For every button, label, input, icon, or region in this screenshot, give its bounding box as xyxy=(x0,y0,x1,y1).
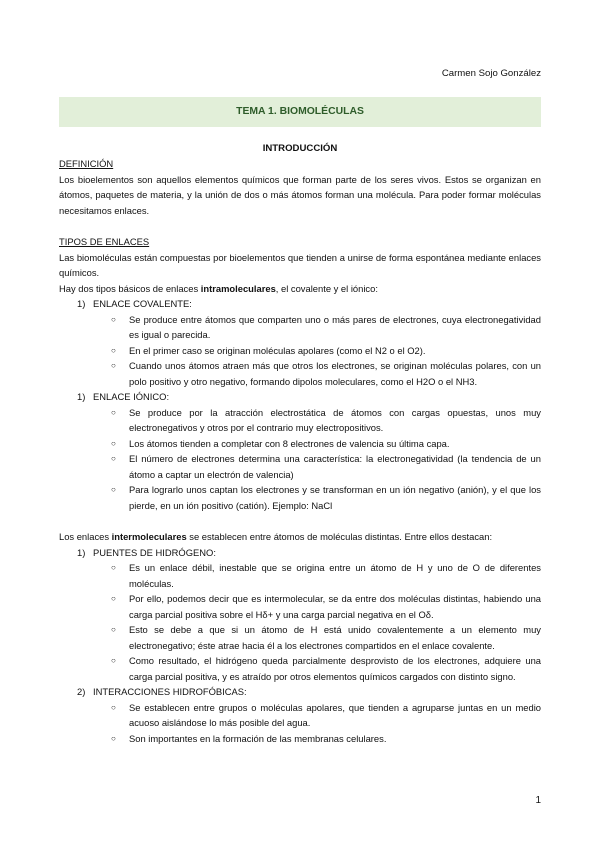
ionico-bullets xyxy=(59,405,541,514)
page-number: 1 xyxy=(535,794,541,806)
list-item: ○ Se produce entre átomos que comparten uno o más pares de electrones, cuya electronegatividad es igual o parecida. xyxy=(111,313,541,340)
intramolecular-sentence: Hay dos tipos básicos de enlaces intramoleculares, el covalente y el iónico: xyxy=(59,282,378,294)
list-item: ○ Se produce por la atracción electrostática de átomos con cargas opuestas, unos muy electronegativos y otros por el contrario muy electropositivos. xyxy=(111,406,541,433)
list-item: ○ Se establecen entre grupos o moléculas apolares, que tienden a agruparse juntas en un medio acuoso aislándose lo más posible del agua. xyxy=(111,701,541,728)
hidrogeno-title: PUENTES DE HIDRÓGENO: xyxy=(93,546,216,558)
hidrofobicas-item: 2) INTERACCIONES HIDROFÓBICAS: xyxy=(59,684,541,700)
definicion-paragraph: Los bioelementos son aquellos elementos químicos que forman parte de los seres vivos. Estos se organizan en átomos, paquetes de materia, y la unión de dos o más átomos forman una molécula. Para poder formar moléculas necesitamos enlaces. xyxy=(59,173,541,216)
document-title: TEMA 1. BIOMOLÉCULAS xyxy=(236,106,364,118)
ionico-title: ENLACE IÓNICO: xyxy=(93,391,170,402)
intermolecular-sentence: Los enlaces intermoleculares se establecen entre átomos de moléculas distintas. Entre ellos destacan: xyxy=(59,531,493,542)
document-title-banner xyxy=(59,97,541,127)
hidrofobicas-title: INTERACCIONES HIDROFÓBICAS: xyxy=(93,686,247,697)
definicion-heading: DEFINICIÓN xyxy=(59,158,114,169)
tipos-heading: TIPOS DE ENLACES xyxy=(59,236,150,247)
list-item: ○ Son importantes en la formación de las membranas celulares. xyxy=(111,732,387,744)
hidrogeno-bullets xyxy=(59,560,541,684)
covalente-item: 1) ENLACE COVALENTE: xyxy=(59,296,541,312)
author-name: Carmen Sojo González xyxy=(441,68,541,79)
list-item: ○ En el primer caso se originan moléculas apolares (como el N2 o el O2). xyxy=(111,344,426,356)
ionico-item: 1) ENLACE IÓNICO: xyxy=(59,389,541,405)
list-item: ○ El número de electrones determina una característica: la electronegatividad (la tendencia de un átomo a captar un electrón de valencia) xyxy=(111,453,541,480)
list-item: ○ Los átomos tienden a completar con 8 electrones de valencia su última capa. xyxy=(111,437,450,449)
list-item: ○ Por ello, podemos decir que es intermolecular, se da entre dos moléculas distintas, habiendo una carga parcial positiva sobre el Hδ+ y una carga parcial negativa en el Oδ. xyxy=(111,593,541,620)
intro-heading: INTRODUCCIÓN xyxy=(262,143,338,154)
hidrofobicas-bullets xyxy=(59,700,541,747)
covalente-title: ENLACE COVALENTE: xyxy=(93,298,192,309)
covalente-bullets xyxy=(59,312,541,390)
list-item: ○ Para lograrlo unos captan los electrones y se transforman en un ión negativo (anión), y el que los pierde, en un ión positivo (catión). Ejemplo: NaCl xyxy=(111,484,541,511)
list-item: ○ Es un enlace débil, inestable que se origina entre un átomo de H y uno de O de diferentes moléculas. xyxy=(111,562,541,589)
tipos-paragraph: Las biomoléculas están compuestas por bioelementos que tienden a unirse de forma espontánea mediante enlaces químicos. xyxy=(59,251,541,278)
list-item: ○ Cuando unos átomos atraen más que otros los electrones, se originan moléculas polares, con un polo positivo y otro negativo, formando dipolos moleculares, como el H2O o el NH3. xyxy=(111,360,541,387)
document-body xyxy=(59,156,541,746)
list-item: ○ Como resultado, el hidrógeno queda parcialmente desprovisto de los electrones, adquiere una carga parcial positiva, y es atraído por otros elementos químicos cargados con distinto signo. xyxy=(111,655,541,682)
hidrogeno-item: 1) PUENTES DE HIDRÓGENO: xyxy=(59,545,541,561)
list-item: ○ Esto se debe a que si un átomo de H está unido covalentemente a un elemento muy electronegativo; éste atrae hacia él a los electrones compartidos en el enlace covalente. xyxy=(111,624,541,651)
